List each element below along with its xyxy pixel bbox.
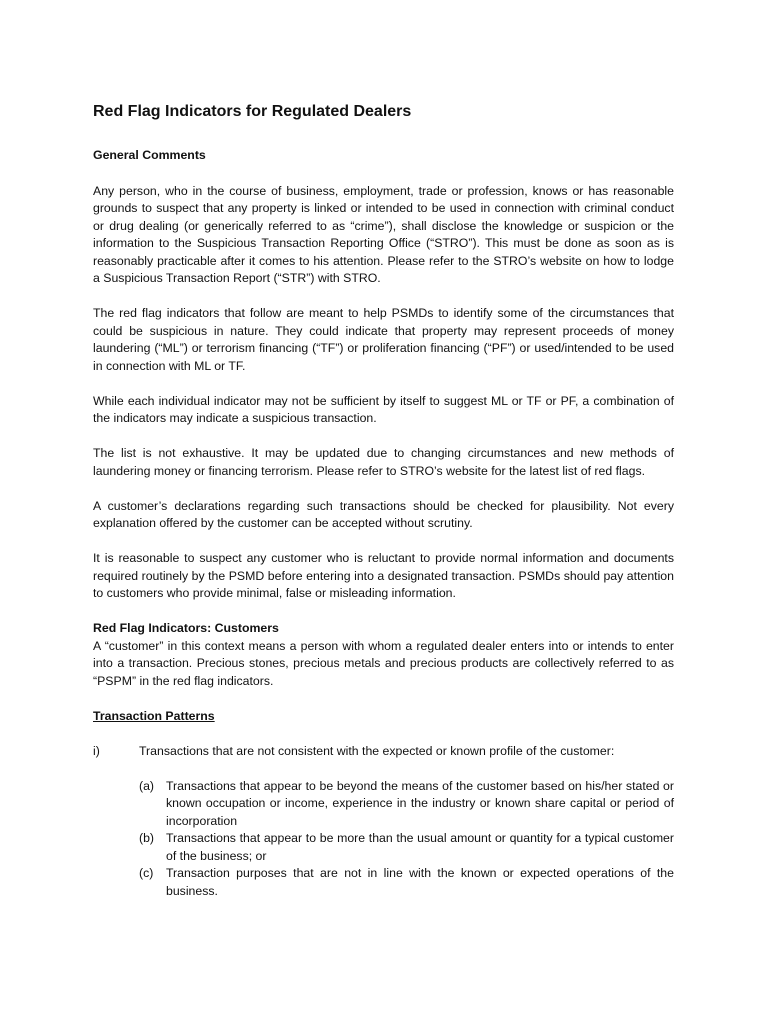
list-item — [93, 743, 674, 761]
paragraph-disclosure: Any person, who in the course of business, employment, trade or profession, knows or has reasonable grounds to suspect that any property is linked or intended to be used in connection with criminal conduct or drug dealing (or generically referred to as “crime”), shall disclose the knowledge or suspicion or the information to the Suspicious Transaction Reporting Office (“STRO”). This must be done as soon as is reasonably practicable after it comes to his attention. Please refer to the STRO’s website on how to lodge a Suspicious Transaction Report (“STR”) with STRO. — [93, 183, 674, 285]
paragraph-purpose: The red flag indicators that follow are meant to help PSMDs to identify some of the circumstances that could be suspicious in nature. They could indicate that property may represent proceeds of money laundering (“ML”) or terrorism financing (“TF”) or proliferation financing (“PF”) or used/intended to be used in connection with ML or TF. — [93, 306, 674, 373]
paragraph-combination: While each individual indicator may not be sufficient by itself to suggest ML or TF or PF, a combination of the indicators may indicate a suspicious transaction. — [93, 393, 674, 425]
sub-list-item-text: Transactions that appear to be beyond the means of the customer based on his/her stated or known occupation or income, experience in the industry or known share capital or period of incorporation — [166, 778, 674, 828]
paragraph-reluctant-customer: It is reasonable to suspect any customer who is reluctant to provide normal information and documents required routinely by the PSMD before entering into a designated transaction. PSMDs should pay attention to customers who provide minimal, false or misleading information. — [93, 551, 674, 600]
sub-list-item-text: Transactions that appear to be more than the usual amount or quantity for a typical customer of the business; or — [166, 831, 674, 863]
document-content — [93, 100, 674, 900]
customers-heading: Red Flag Indicators: Customers — [93, 621, 279, 635]
sub-list-item-label: (c) — [139, 866, 154, 880]
paragraph-not-exhaustive: The list is not exhaustive. It may be updated due to changing circumstances and new methods of laundering money or financing terrorism. Please refer to STRO’s website for the latest list of red flags. — [93, 446, 674, 478]
list-item-number: i) — [93, 743, 100, 758]
list-item-text: Transactions that are not consistent with the expected or known profile of the customer: — [139, 743, 615, 758]
page-title: Red Flag Indicators for Regulated Dealers — [93, 103, 412, 120]
sub-list-item-text: Transaction purposes that are not in line with the known or expected operations of the business. — [166, 866, 674, 898]
general-comments-heading: General Comments — [93, 148, 206, 162]
sub-list — [139, 778, 674, 901]
sub-list-item-label: (b) — [139, 831, 155, 845]
paragraph-customer-definition: A “customer” in this context means a person with whom a regulated dealer enters into or intends to enter into a transaction. Precious stones, precious metals and precious products are collectively referred to as “PSPM” in the red flag indicators. — [93, 638, 674, 688]
sub-list-item — [139, 830, 674, 865]
paragraph-plausibility: A customer’s declarations regarding such transactions should be checked for plausibility. Not every explanation offered by the customer can be accepted without scrutiny. — [93, 498, 674, 530]
sub-list-item — [139, 778, 674, 831]
sub-list-item — [139, 865, 674, 900]
sub-list-item-label: (a) — [139, 778, 155, 793]
transaction-patterns-heading: Transaction Patterns — [93, 708, 215, 723]
